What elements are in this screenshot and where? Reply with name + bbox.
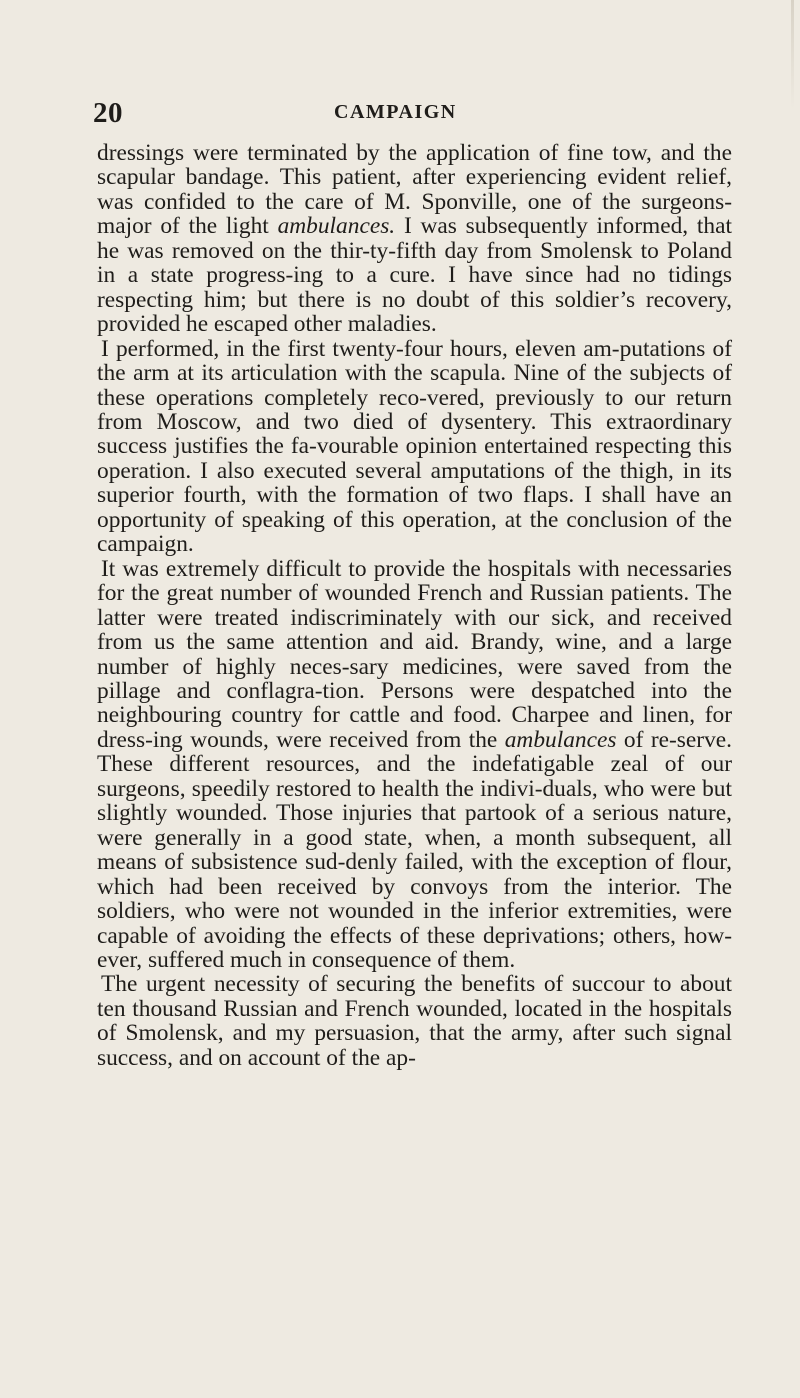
paragraph-1-text-a: dressings were terminated by the application of fine tow, and the scapular bandage. This patient, after experiencing evident relief, was confided to the care of M. Sponville, one of the surgeons-major of the light bbox=[97, 140, 732, 240]
paragraph-3-text-b: of re-serve. These different resources, and the indefatigable zeal of our surgeons, speedily restored to health the indivi-duals, who were but slightly wounded. Those injuries that partook of a serious nature, were generally in a good state, when, a month subsequent, all means of subsistence sud-denly failed, with the exception of flour, which had been received by convoys from the interior. The soldiers, who were not wounded in the inferior extremities, were capable of avoiding the effects of these deprivations; others, how-ever, suffered much in consequence of them. bbox=[97, 726, 732, 973]
page-edge-shadow bbox=[791, 0, 794, 110]
section-title: CAMPAIGN bbox=[334, 101, 457, 123]
paragraph-3-italic-ambulances: ambulances bbox=[504, 726, 617, 753]
paragraph-2: I performed, in the first twenty-four hours, eleven am-putations of the arm at its articulation with the scapula. Nine of the subjects of these operations completely reco-vered, previously to our return from Moscow, and two died of dysentery. This extraordinary success justifies the fa-vourable opinion entertained respecting this operation. I also executed several amputations of the thigh, in its superior fourth, with the formation of two flaps. I shall have an opportunity of speaking of this operation, at the conclusion of the campaign. bbox=[97, 335, 732, 558]
paragraph-4: The urgent necessity of securing the benefits of succour to about ten thousand Russian and French wounded, located in the hospitals of Smolensk, and my persuasion, that the army, after such signal success, and on account of the ap- bbox=[97, 971, 732, 1071]
running-head bbox=[93, 97, 733, 127]
paragraph-1-text-b: I was subsequently informed, that he was removed on the thir-ty-fifth day from Smolensk to Poland in a state progress-ing to a cure. I have since had no tidings respecting him; but there is no doubt of this soldier’s recovery, provided he escaped other maladies. bbox=[97, 213, 732, 338]
paragraph-3 bbox=[97, 557, 732, 973]
page-number: 20 bbox=[93, 97, 123, 129]
paragraph-3-text-a: It was extremely difficult to provide the hospitals with necessaries for the great number of wounded French and Russian patients. The latter were treated indiscriminately with our sick, and received from us the same attention and aid. Brandy, wine, and a large number of highly neces-sary medicines, were saved from the pillage and conflagra-tion. Persons were despatched into the neighbouring country for cattle and food. Charpee and linen, for dress-ing wounds, were received from the bbox=[97, 555, 732, 753]
body-text bbox=[97, 141, 732, 1070]
paragraph-1 bbox=[97, 141, 732, 337]
paragraph-1-italic-ambulances: ambulances. bbox=[277, 213, 396, 240]
